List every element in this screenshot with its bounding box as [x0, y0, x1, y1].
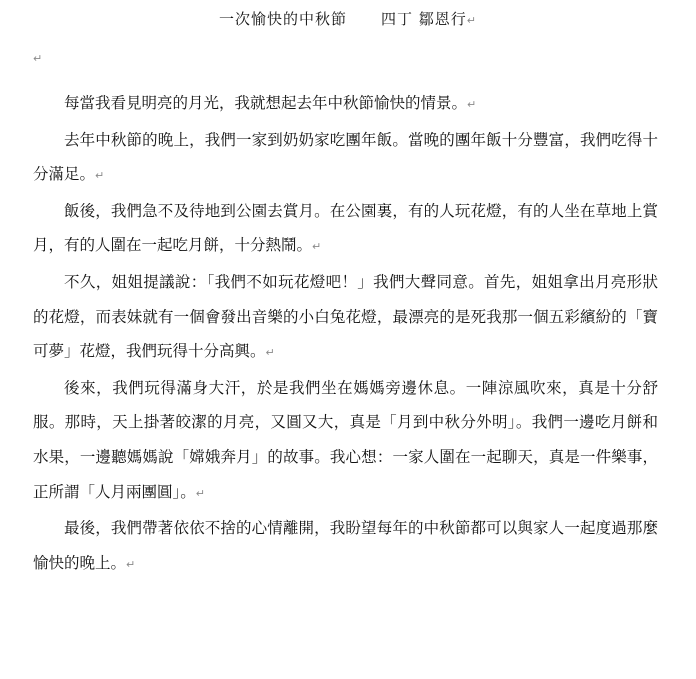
- paragraph: 不久，姐姐提議說：「我們不如玩花燈吧！」我們大聲同意。首先，姐姐拿出月亮形狀的花燈，而表妹就有一個會發出音樂的小白兔花燈，最漂亮的是死我那一個五彩繽紛的「寶可夢」花燈，我們玩得十分高興。↵: [33, 272, 658, 361]
- paragraph: 後來，我們玩得滿身大汗，於是我們坐在媽媽旁邊休息。一陣涼風吹來，真是十分舒服。那時，天上掛著皎潔的月亮，又圓又大，真是「月到中秋分外明」。我們一邊吃月餅和水果，一邊聽媽媽說「嫦娥奔月」的故事。我心想：一家人圍在一起聊天，真是一件樂事，正所謂「人月兩團圓」。↵: [33, 378, 658, 501]
- paragraph-mark-icon: ↵: [467, 98, 477, 111]
- paragraph-mark-icon: ↵: [95, 169, 105, 183]
- document-title: 一次愉快的中秋節: [218, 10, 347, 28]
- paragraph: 去年中秋節的晚上，我們一家到奶奶家吃團年飯。當晚的團年飯十分豐富，我們吃得十分滿足。↵: [33, 130, 658, 184]
- paragraph: 飯後，我們急不及待地到公園去賞月。在公園裏，有的人玩花燈，有的人坐在草地上賞月，有的人圍在一起吃月餅，十分熱鬧。↵: [33, 201, 658, 255]
- paragraph-mark-icon: ↵: [265, 346, 275, 360]
- paragraph-mark-icon: ↵: [33, 52, 43, 65]
- title-line: [0, 8, 696, 32]
- author-name: 鄒恩行: [418, 10, 467, 28]
- paragraph-mark-icon: ↵: [126, 557, 136, 571]
- paragraph: 最後，我們帶著依依不捨的心情離開，我盼望每年的中秋節都可以與家人一起度過那麼愉快的晚上。↵: [33, 519, 658, 572]
- paragraph-mark-icon: ↵: [466, 14, 478, 27]
- paragraph-mark-icon: ↵: [312, 240, 322, 254]
- paragraph: 每當我看見明亮的月光，我就想起去年中秋節愉快的情景。↵: [64, 94, 477, 112]
- author-class: 四丁: [380, 10, 413, 28]
- paragraph-mark-icon: ↵: [195, 486, 205, 500]
- essay-body: [33, 86, 658, 582]
